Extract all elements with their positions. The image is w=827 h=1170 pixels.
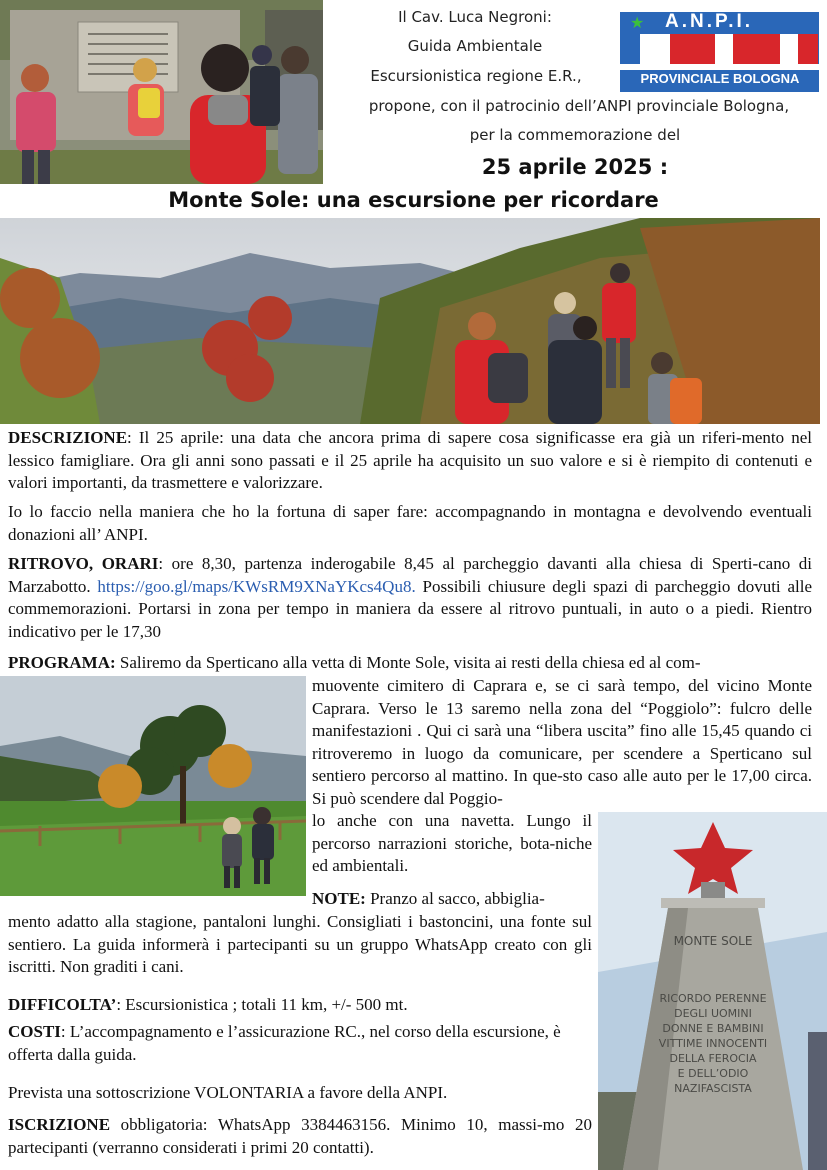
memorial-wall-illustration [0,0,323,184]
inscription-line-2: RICORDO PERENNE [659,992,767,1005]
inscription-line-7: E DELL’ODIO [677,1067,749,1080]
iscrizione-text: obbligatoria: WhatsApp 3384463156. Minimo 10, massi-mo 20 partecipanti (verranno considerati i primi 20 contatti). [8,1115,592,1157]
section-descrizione-2 [8,501,812,546]
header-line-patronage: propone, con il patrocinio dell’ANPI provinciale Bologna, [368,97,790,115]
section-note [312,888,592,911]
ritrovo-text-a: : ore 8,30, partenza inderogabile 8,45 al parcheggio davanti alla chiesa di Sperti-cano di Marzabotto. [8,554,813,596]
ritrovo-label: RITROVO, ORARI [8,554,159,573]
photo-monte-sole-monument [598,812,827,1170]
inscription-line-3: DEGLI UOMINI [674,1007,752,1020]
note-text-1: Pranzo al sacco, abbiglia- [365,889,545,908]
page-title: Monte Sole: una escursione per ricordare [168,188,659,212]
inscription-line-6: DELLA FEROCIA [669,1052,757,1065]
section-costi [8,1021,592,1066]
difficolta-text: : Escursionistica ; totali 11 km, +/- 500 mt. [116,995,408,1014]
section-iscrizione [8,1114,592,1159]
difficolta-label: DIFFICOLTA’ [8,995,117,1014]
note-label: NOTE: [312,889,366,908]
meadow-illustration [0,676,306,896]
event-date: 25 aprile 2025 : [481,155,669,179]
section-ritrovo [8,553,812,643]
anpi-logo-name: A.N.P.I. [665,11,754,32]
photo-meadow-hikers [0,676,306,896]
inscription-line-1: MONTE SOLE [673,934,753,948]
programa-text-3: lo anche con una navetta. Lungo il percorso narrazioni storiche, bota-niche ed ambientali. [312,811,592,875]
descrizione-text-2: Io lo faccio nella maniera che ho la fortuna di saper fare: accompagnando in montagna e devolvendo eventuali donazioni all’ ANPI. [8,502,812,544]
section-programa [8,652,818,675]
iscrizione-label: ISCRIZIONE [8,1115,111,1134]
header-line-region: Escursionistica regione E.R., [370,67,582,85]
note-text-rest: mento adatto alla stagione, pantaloni lunghi. Consigliati i bastoncini, una fonte sul sentiero. La guida informerà i partecipanti su un gruppo WhatsApp creato con gli iscritti. Non graditi i cani. [8,912,592,976]
photo-panorama-hikers [0,218,820,424]
header-line-guide-role: Guida Ambientale [407,37,543,55]
section-sottoscrizione: Prevista una sottoscrizione VOLONTARIA a favore della ANPI. [8,1083,448,1102]
descrizione-label: DESCRIZIONE [8,428,128,447]
descrizione-text: : Il 25 aprile: una data che ancora prima di sapere cosa significasse era già un riferi-mento nel lessico famigliare. Ora gli anni sono passati e il 25 aprile ha acquisito un suo valore e si è riempito di contenuti e valori importanti, da trasmettere e valorizzare. [8,428,812,492]
programa-text-1: Saliremo da Sperticano alla vetta di Monte Sole, visita ai resti della chiesa ed al com- [115,653,701,672]
header-line-commemoration: per la commemorazione del [469,126,681,144]
programa-text-2: muovente cimitero di Caprara e, se ci sarà tempo, del vicino Monte Caprara. Verso le 13 saremo nella zona del “Poggiolo”: fulcro delle manifestazioni . Qui ci sarà una “libera uscita” fino alle 15,45 quando ci ritroveremo in luogo da comunicare, per scendere a Sperticano sul sentiero percorso al mattino. In que-sto caso alle auto per le 17,00 circa. Si può scendere dal Poggio- [312,676,812,808]
costi-text: : L’accompagnamento e l’assicurazione RC., nel corso della escursione, è offerta dalla guida. [8,1022,561,1064]
monument-inscription [638,934,788,1096]
inscription-line-5: VITTIME INNOCENTI [658,1037,768,1050]
inscription-line-4: DONNE E BAMBINI [662,1022,764,1035]
anpi-star-icon: ★ [630,13,645,32]
ritrovo-map-link[interactable]: https://goo.gl/maps/KWsRM9XNaYKcs4Qu8. [97,576,416,596]
anpi-logo [620,12,819,92]
header-line-guide-name: Il Cav. Luca Negroni: [398,8,552,26]
programa-label: PROGRAMA: [8,653,116,672]
photo-memorial-wall [0,0,323,184]
ritrovo-text-b: Possibili chiusure degli spazi di parcheggio dovuti alle commemorazioni. Portarsi in zona per tempo in maniera da essere al ritrovo puntuali, in auto o a piedi. Rientro indicativo per le 17,30 [8,576,812,641]
panorama-illustration [0,218,820,424]
anpi-logo-subtitle: PROVINCIALE BOLOGNA [640,71,800,86]
section-difficolta [8,994,592,1017]
inscription-line-8: NAZIFASCISTA [674,1082,752,1095]
section-descrizione [8,427,812,495]
costi-label: COSTI [8,1022,61,1041]
